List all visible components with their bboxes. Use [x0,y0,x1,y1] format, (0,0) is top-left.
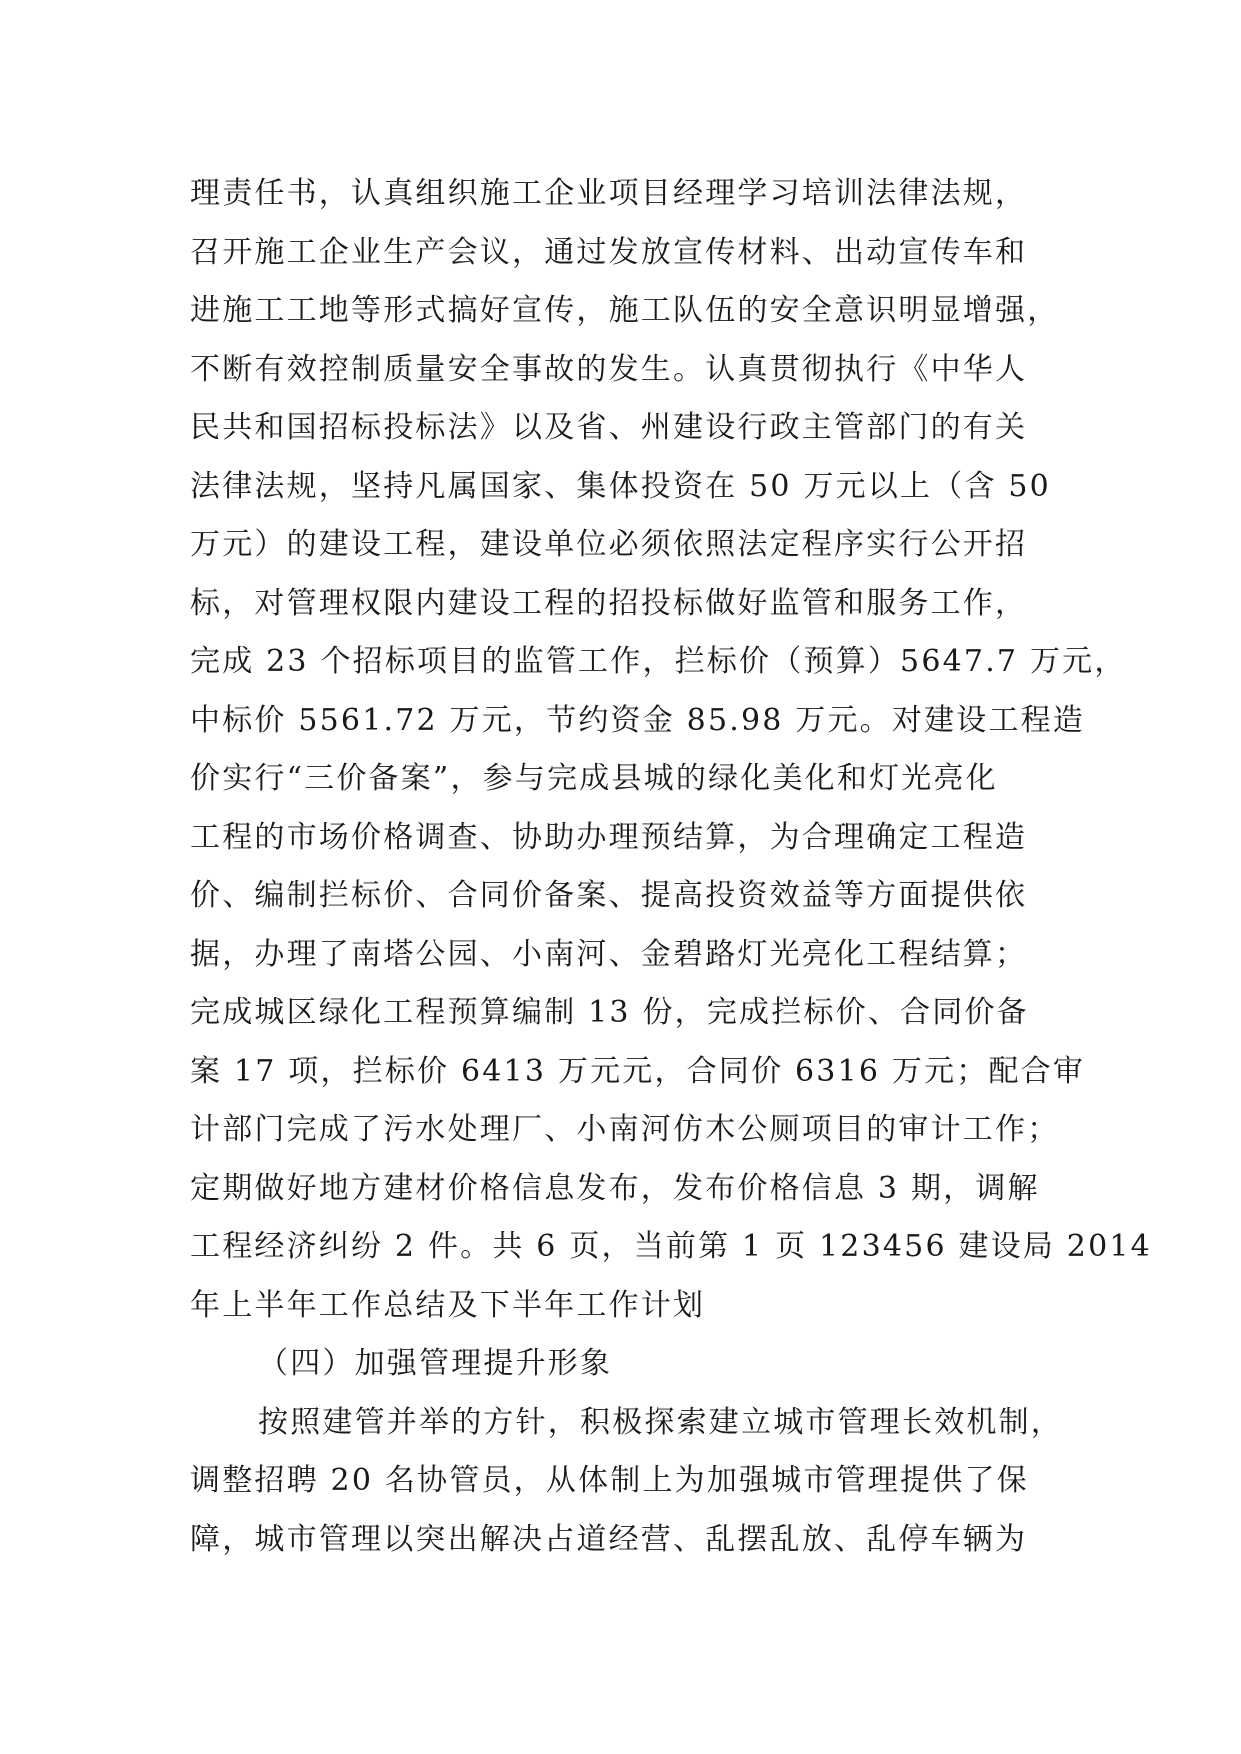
text-line: 计部门完成了污水处理厂、小南河仿木公厕项目的审计工作； [190,1112,1060,1147]
text-line: 不断有效控制质量安全事故的发生。认真贯彻执行《中华人 [190,351,1028,387]
text-line: 标，对管理权限内建设工程的招投标做好监管和服务工作， [190,585,1028,621]
text-line: 法律法规，坚持凡属国家、集体投资在 50 万元以上（含 50 [190,468,1051,504]
text-line: 定期做好地方建材价格信息发布，发布价格信息 3 期，调解 [190,1170,1040,1206]
text-line: 年上半年工作总结及下半年工作计划 [190,1287,706,1323]
section-heading: （四）加强管理提升形象 [258,1346,613,1381]
text-line: 价、编制拦标价、合同价备案、提高投资效益等方面提供依 [190,878,1028,913]
text-line: 民共和国招标投标法》以及省、州建设行政主管部门的有关 [190,410,1028,445]
text-line: 召开施工企业生产会议，通过发放宣传材料、出动宣传车和 [190,234,1028,270]
text-line: 工程经济纠纷 2 件。共 6 页，当前第 1 页 123456 建设局 2014 [190,1229,1152,1264]
text-line: 据，办理了南塔公园、小南河、金碧路灯光亮化工程结算； [190,936,1028,972]
text-line: 完成 23 个招标项目的监管工作，拦标价（预算）5647.7 万元， [190,644,1127,679]
text-line: 中标价 5561.72 万元，节约资金 85.98 万元。对建设工程造 [190,702,1086,738]
text-line: 进施工工地等形式搞好宣传，施工队伍的安全意识明显增强， [190,293,1060,328]
text-line: 理责任书，认真组织施工企业项目经理学习培训法律法规， [190,176,1028,211]
text-line: 价实行“三价备案”，参与完成县城的绿化美化和灯光亮化 [190,761,998,796]
text-line: 障，城市管理以突出解决占道经营、乱摆乱放、乱停车辆为 [190,1521,1028,1557]
text-line: 调整招聘 20 名协管员，从体制上为加强城市管理提供了保 [190,1463,1029,1498]
text-line: 万元）的建设工程，建设单位必须依照法定程序实行公开招 [190,527,1028,562]
text-line: 工程的市场价格调查、协助办理预结算，为合理确定工程造 [190,819,1028,855]
text-line: 完成城区绿化工程预算编制 13 份，完成拦标价、合同价备 [190,995,1029,1030]
paragraph-first-line: 按照建管并举的方针，积极探索建立城市管理长效机制， [258,1404,1063,1440]
text-line: 案 17 项，拦标价 6413 万元元，合同价 6316 万元；配合审 [190,1053,1086,1089]
body-text [190,165,1152,1569]
